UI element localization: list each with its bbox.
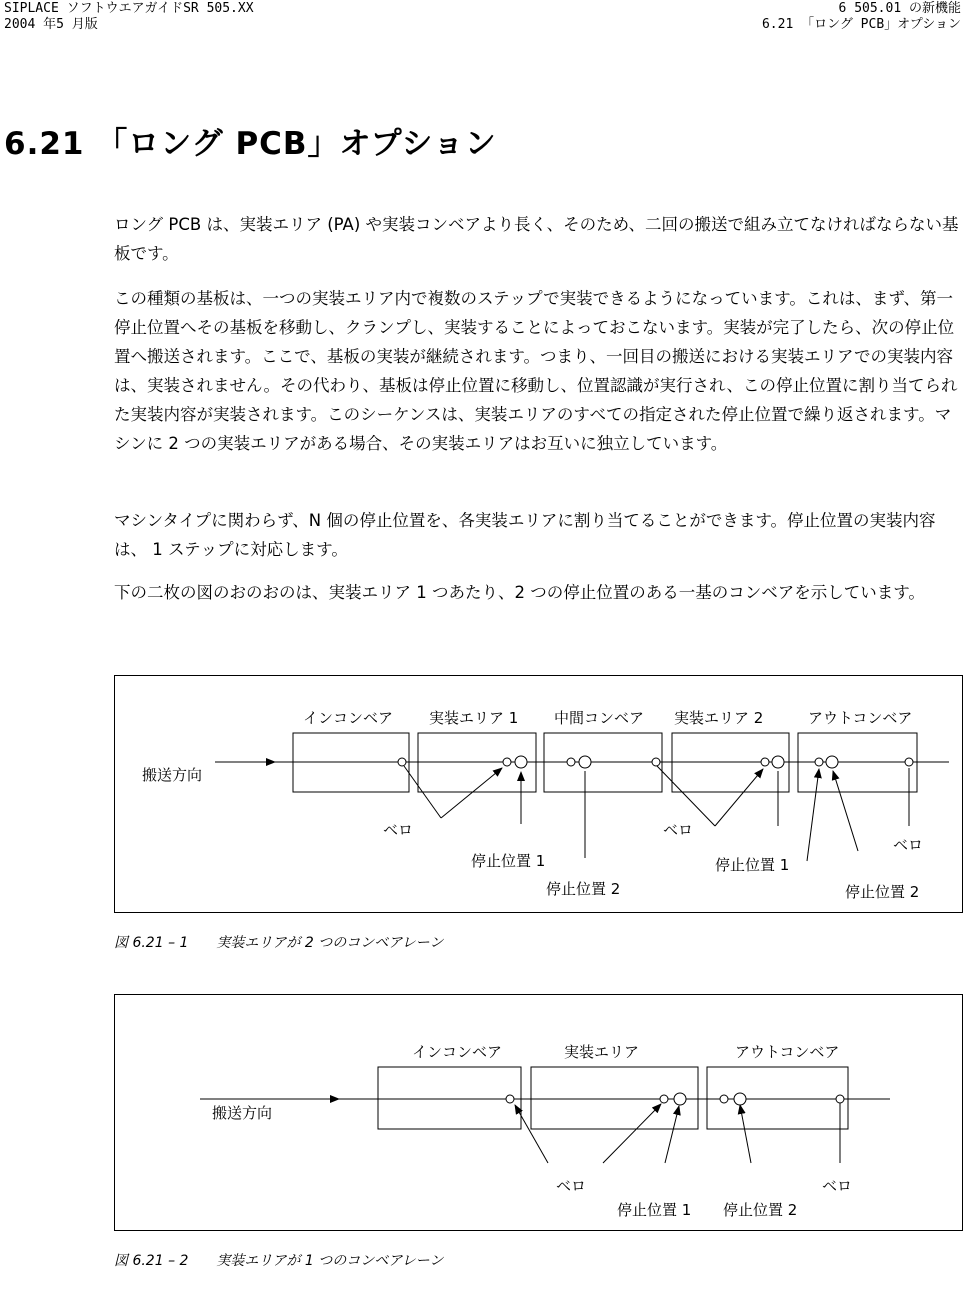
label-stop1-b: 停止位置 1: [715, 856, 790, 874]
stop-sensor-1: [674, 1093, 686, 1105]
bero-sensor-mid-exit: [652, 758, 660, 766]
in-conveyor-box: [378, 1067, 521, 1129]
label-bero-b: ベロ: [822, 1177, 853, 1195]
label-bero-c: ベロ: [893, 836, 924, 854]
label-stop2-b: 停止位置 2: [845, 883, 920, 901]
label-stop1-a: 停止位置 1: [471, 852, 546, 870]
header-chapter: 6 505.01 の新機能: [838, 1, 961, 16]
header-section: 6.21 「ロング PCB」オプション: [761, 17, 961, 32]
label-direction: 搬送方向: [212, 1104, 273, 1122]
bero-sensor-mid: [567, 758, 575, 766]
header-doc-date: 2004 年5 月版: [4, 17, 98, 32]
stop-sensor-pa2: [772, 756, 784, 768]
bero-sensor-pa: [660, 1095, 668, 1103]
label-stop2: 停止位置 2: [723, 1201, 798, 1219]
figure-one-placement-area: [114, 994, 963, 1231]
section-title: 6.21 「ロング PCB」オプション: [4, 126, 497, 162]
label-placement-area-2: 実装エリア 2: [674, 709, 764, 727]
figure2-caption: 図 6.21 – 2 実装エリアが 1 つのコンベアレーン: [114, 1253, 444, 1269]
paragraph-sequence: この種類の基板は、一つの実装エリア内で複数のステップで実装できるようになっています。これは、まず、第一停止位置へその基板を移動し、クランプし、実装することによっておこないます。実装が完了したら、次の停止位置へ搬送されます。ここで、基板の実装が継続されます。つまり、一回目の搬送における実装エリアでの実装内容は、実装されません。その代わり、基板は停止位置に移動し、位置認識が実行され、この停止位置に割り当てられた実装内容が実装されます。このシーケンスは、実装エリアのすべての指定された停止位置で繰り返されます。マシンに 2 つの実装エリアがある場合、その実装エリアはお互いに独立しています。: [114, 289, 958, 453]
label-stop1: 停止位置 1: [617, 1201, 692, 1219]
stop-sensor-mid: [579, 756, 591, 768]
label-placement-area: 実装エリア: [564, 1043, 640, 1061]
bero-sensor-pa1: [503, 758, 511, 766]
stop-sensor-out: [826, 756, 838, 768]
stop-sensor-2: [734, 1093, 746, 1105]
label-placement-area-1: 実装エリア 1: [429, 709, 519, 727]
paragraph-intro: ロング PCB は、実装エリア (PA) や実装コンベアより長く、そのため、二回の搬送で組み立てなければならない基板です。: [114, 215, 959, 263]
figure1-caption: 図 6.21 – 1 実装エリアが 2 つのコンベアレーン: [114, 935, 444, 951]
figure-two-placement-areas: [114, 675, 963, 913]
paragraph-machine-type: マシンタイプに関わらず、N 個の停止位置を、各実装エリアに割り当てることができます。停止位置の実装内容は、 1 ステップに対応します。: [114, 511, 936, 559]
bero-sensor-out-exit: [836, 1095, 844, 1103]
bero-sensor-pa2: [761, 758, 769, 766]
label-out-conveyor: アウトコンベア: [735, 1043, 840, 1061]
bero-sensor-out: [815, 758, 823, 766]
pa-box: [531, 1067, 698, 1129]
label-in-conveyor: インコンベア: [303, 709, 394, 727]
label-direction: 搬送方向: [142, 766, 203, 784]
bero-sensor-in: [398, 758, 406, 766]
header-doc-title: SIPLACE ソフトウエアガイドSR 505.XX: [4, 1, 254, 16]
label-bero-b: ベロ: [663, 821, 694, 839]
label-bero-a: ベロ: [556, 1177, 587, 1195]
label-bero-a: ベロ: [383, 821, 414, 839]
label-mid-conveyor: 中間コンベア: [554, 709, 645, 727]
label-stop2-a: 停止位置 2: [546, 880, 621, 898]
paragraph-figures-intro: 下の二枚の図のおのおのは、実装エリア 1 つあたり、2 つの停止位置のある一基のコンベアを示しています。: [114, 583, 925, 602]
label-in-conveyor: インコンベア: [412, 1043, 503, 1061]
bero-sensor-out: [720, 1095, 728, 1103]
bero-sensor-out-exit: [905, 758, 913, 766]
stop-sensor-pa1: [515, 756, 527, 768]
label-out-conveyor: アウトコンベア: [808, 709, 913, 727]
bero-sensor-in: [506, 1095, 514, 1103]
